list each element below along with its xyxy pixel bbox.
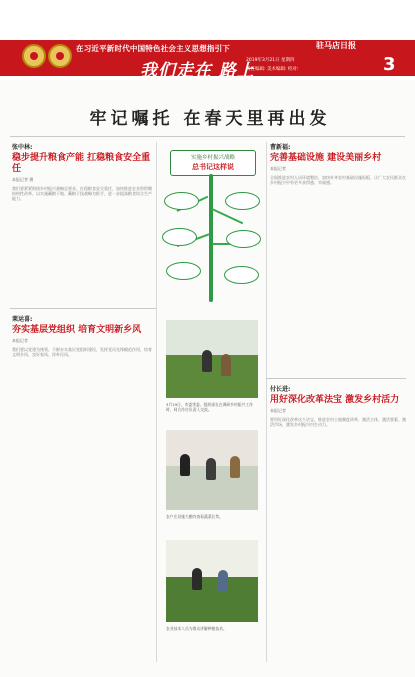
page-headline: 牢记嘱托 在春天里再出发: [89, 109, 331, 129]
photo-meeting: [166, 430, 258, 510]
article-body: 要用好深化改革这个法宝，推进农村土地制度改革，激活主体、激活要素、激活市场，激发乡村振兴内生动力。: [270, 416, 406, 428]
tree-leaf: [162, 228, 197, 246]
national-emblem-icon: [48, 44, 72, 68]
article-bottom-right: [270, 384, 406, 677]
paper-name: 驻马店日报: [316, 41, 356, 50]
photo-caption: 3月19日，市委常委、组织部长在调研乡村振兴工作时，同合作社负责人交流。: [166, 402, 253, 412]
photo-ground: [166, 577, 258, 622]
person-figure: [206, 458, 216, 480]
article-bottom-left: [12, 314, 152, 647]
tree-leaf: [226, 230, 261, 248]
article-byline: 本报记者: [12, 337, 28, 343]
photo-sky: [166, 540, 258, 577]
article-kicker: 莱运喜:: [12, 316, 33, 323]
article-byline: 本报记者 摄: [12, 176, 34, 182]
article-byline: 本报记者: [270, 407, 286, 413]
photo-field: [166, 540, 258, 622]
masthead: [0, 0, 415, 80]
person-figure: [192, 568, 202, 590]
person-figure: [221, 354, 231, 376]
tree-leaf: [224, 266, 259, 284]
article-title: 夯实基层党组织 培育文明新乡风: [12, 325, 142, 335]
tree-leaf: [166, 262, 201, 280]
article-kicker: 付长进:: [270, 386, 291, 393]
tree-trunk: [209, 174, 213, 302]
article-title: 稳步提升粮食产能 扛稳粮食安全重任: [12, 153, 151, 174]
person-figure: [218, 570, 228, 592]
graphic-title-line2: 总书记这样说: [192, 163, 234, 171]
photo-ground: [166, 355, 258, 398]
column-title: 我们走在 路上: [140, 61, 255, 81]
column-divider: [266, 142, 267, 662]
party-emblem-icon: [22, 44, 46, 68]
section-divider: [10, 308, 156, 309]
article-byline: 本报记者: [270, 165, 286, 171]
article-title: 用好深化改革法宝 激发乡村活力: [270, 395, 400, 405]
section-divider: [266, 378, 406, 379]
photo-caption: 农业技术人员为群众讲解种植技术。: [166, 626, 227, 631]
date-line: 2019年3月21日 星期四: [246, 58, 295, 63]
article-title: 完善基础设施 建设美丽乡村: [270, 153, 382, 163]
article-top-right: [270, 142, 406, 405]
tree-leaf: [164, 192, 199, 210]
headline-divider: [10, 136, 405, 137]
photo-caption: 农户在设施大棚内查看蔬菜长势。: [166, 514, 223, 519]
edition-info: 责任编辑: 美术编辑: 校对:: [246, 67, 299, 72]
article-body: 我们要以党建为统领，不断夯实基层党组织建设，发挥党员先锋模范作用，培育文明乡风、良好家风、淳朴民风。: [12, 346, 152, 358]
photo-sky: [166, 320, 258, 355]
tree-leaf: [225, 192, 260, 210]
column-divider: [156, 142, 157, 662]
tree-graphic: [162, 150, 262, 305]
article-body: 全面推进农村人居环境整治，加快补齐农村基础设施短板，让广大农民群众在乡村振兴中有更多获得感、幸福感。: [270, 174, 406, 186]
graphic-title-box: [170, 150, 256, 176]
person-figure: [202, 350, 212, 372]
person-figure: [230, 456, 240, 478]
photo-greenhouse: [166, 320, 258, 398]
masthead-slogan: 在习近平新时代中国特色社会主义思想指引下: [76, 44, 230, 53]
graphic-title-line1: 实施乡村振兴战略: [190, 155, 235, 161]
tree-branch: [212, 208, 244, 224]
article-kicker: 张中林:: [12, 144, 33, 151]
article-body: 我们要紧紧围绕乡村振兴战略总要求，扛稳粮食安全重任，加快推进农业供给侧结构性改革，以实施藏粮于地、藏粮于技战略为抓手，进一步提高粮食综合生产能力。: [12, 185, 152, 202]
page-number: 3: [383, 54, 396, 75]
person-figure: [180, 454, 190, 476]
article-kicker: 曹新福:: [270, 144, 291, 151]
